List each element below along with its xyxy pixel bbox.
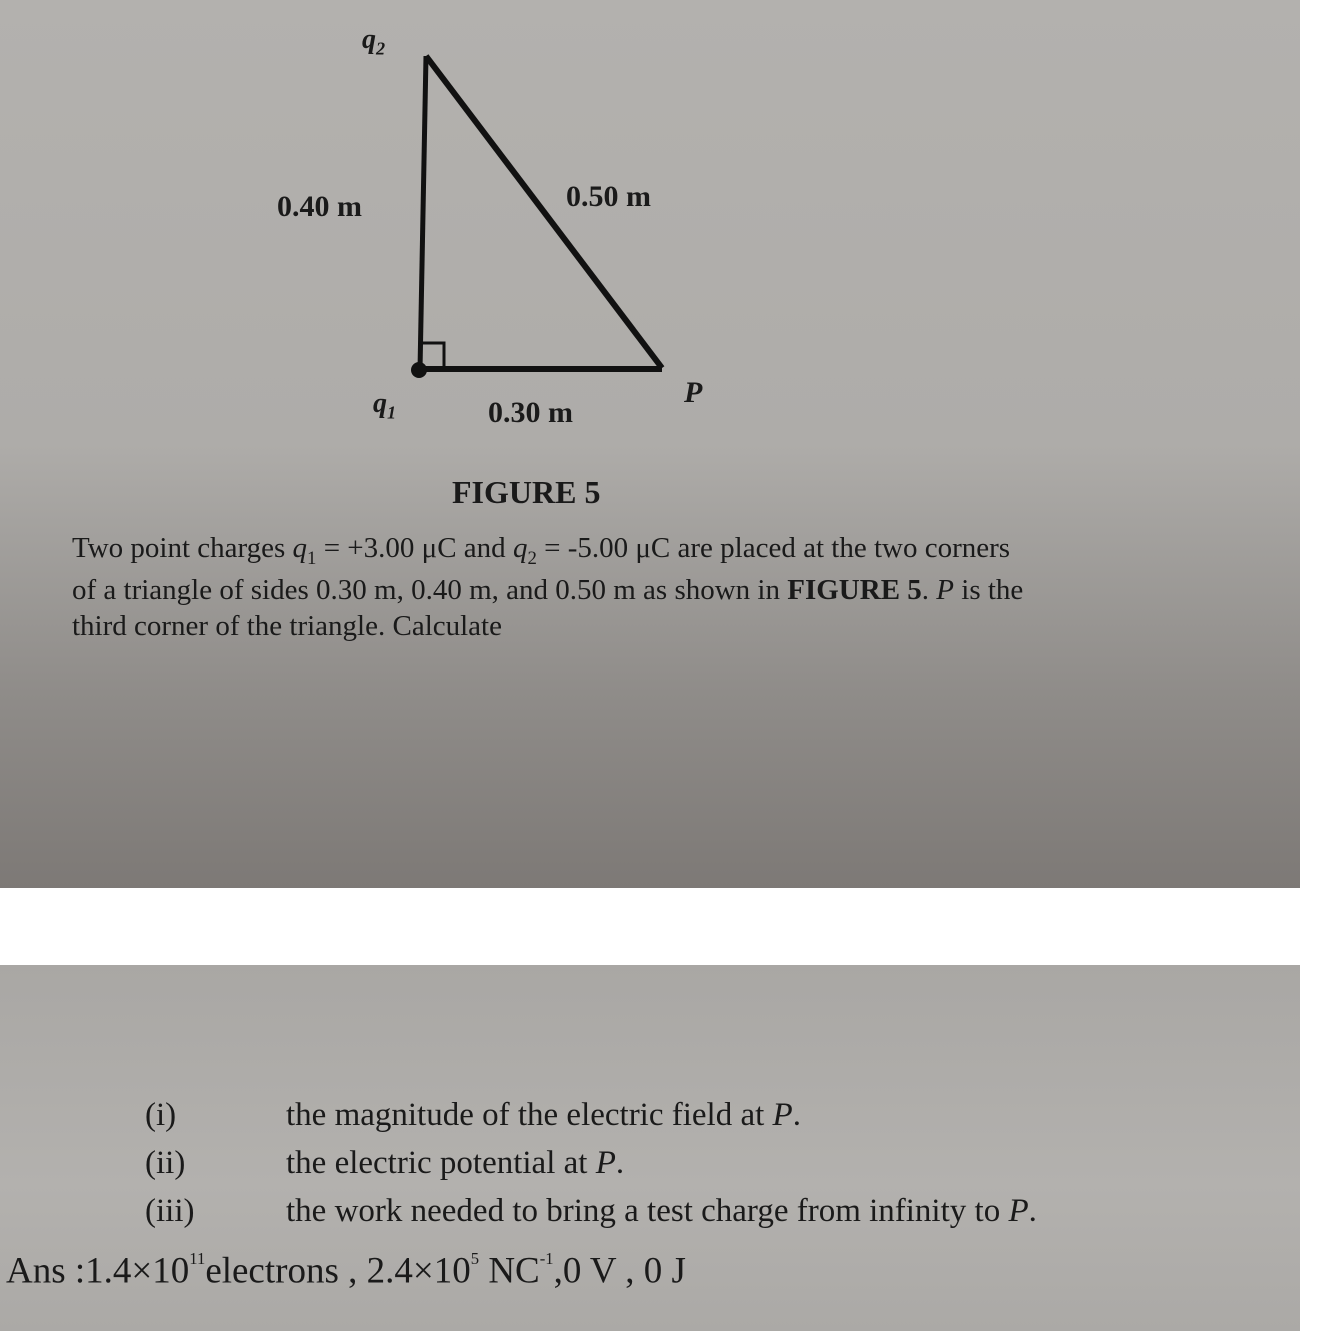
question-ii-text: the electric potential at P. bbox=[286, 1145, 625, 1181]
answer-line: Ans $:1.4\times 10^{11}electrons$ , $2.4\times 10^5$ $NC^{-1},0$ V , 0 J bbox=[6, 1249, 686, 1292]
triangle-diagram bbox=[0, 0, 1300, 440]
question-iii-number: (iii) bbox=[145, 1193, 195, 1229]
label-side-hypotenuse: 0.50 m bbox=[566, 180, 651, 213]
problem-line-3: third corner of the triangle. Calculate bbox=[72, 610, 502, 642]
question-i-number: (i) bbox=[145, 1097, 177, 1133]
right-angle-mark bbox=[422, 343, 444, 367]
label-side-horizontal: 0.30 m bbox=[488, 396, 573, 429]
label-q2: $q_2$ bbox=[362, 24, 386, 59]
question-ii-number: (ii) bbox=[145, 1145, 186, 1181]
label-q1: $q_1$ bbox=[373, 388, 397, 423]
question-iii-text: the work needed to bring a test charge from infinity to P. bbox=[286, 1193, 1037, 1229]
label-point-p: P bbox=[684, 376, 703, 409]
label-side-vertical: 0.40 m bbox=[277, 190, 362, 223]
side-q1-q2 bbox=[420, 56, 426, 370]
problem-line-2: of a triangle of sides 0.30 m, 0.40 m, and 0.50 m as shown in FIGURE 5. P is the bbox=[72, 574, 1024, 606]
figure-caption: FIGURE 5 bbox=[452, 474, 601, 510]
charge-q1-dot bbox=[411, 362, 427, 378]
problem-line-1: Two point charges $q_1 = +3.00$ μC and $q_2 = -5.00$ μC are placed at the two corners bbox=[72, 532, 1011, 569]
photo-bottom-panel bbox=[0, 965, 1300, 1331]
question-i-text: the magnitude of the electric field at P. bbox=[286, 1097, 801, 1133]
